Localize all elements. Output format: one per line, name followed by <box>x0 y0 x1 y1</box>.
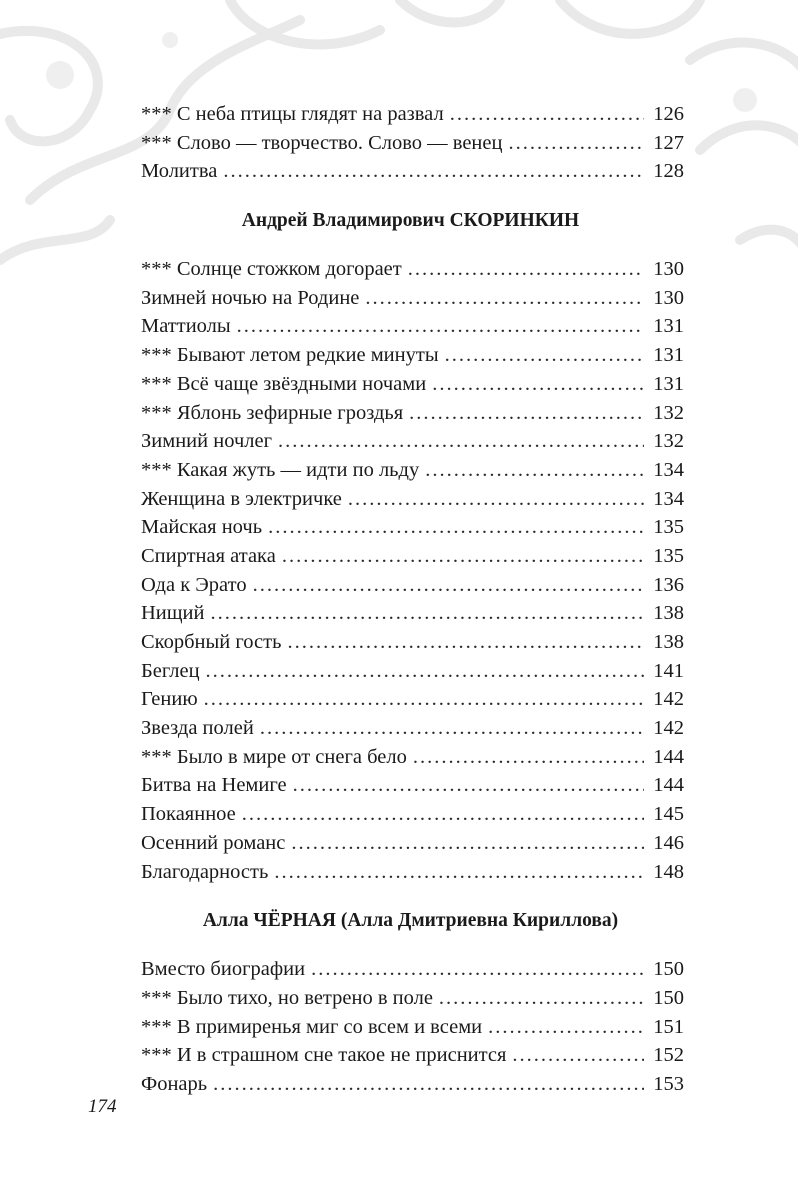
entry-page: 131 <box>653 344 684 367</box>
toc-entry[interactable] <box>141 685 684 714</box>
toc-entry[interactable] <box>141 100 684 129</box>
entry-title: Покаянное <box>141 803 236 826</box>
dot-leader <box>291 829 644 858</box>
toc-entry[interactable] <box>141 657 684 686</box>
dot-leader <box>204 685 644 714</box>
toc-entry[interactable] <box>141 427 684 456</box>
entry-page: 145 <box>653 803 684 826</box>
toc-entry[interactable] <box>141 255 684 284</box>
dot-leader <box>293 771 644 800</box>
entry-page: 136 <box>653 573 684 596</box>
dot-leader <box>432 370 644 399</box>
toc-entry[interactable] <box>141 312 684 341</box>
dot-leader <box>274 858 644 887</box>
toc-entry[interactable] <box>141 771 684 800</box>
author-entries <box>141 955 684 1098</box>
dot-leader <box>409 399 644 428</box>
entry-page: 130 <box>653 286 684 309</box>
entry-page: 150 <box>653 958 684 981</box>
entry-page: 141 <box>653 659 684 682</box>
entry-page: 135 <box>653 516 684 539</box>
toc-top-group <box>141 100 684 186</box>
entry-page: 127 <box>653 131 684 154</box>
entry-page: 130 <box>653 258 684 281</box>
entry-page: 153 <box>653 1072 684 1095</box>
author-heading: Андрей Владимирович СКОРИНКИН <box>241 210 580 232</box>
toc-entry[interactable] <box>141 513 684 542</box>
toc-entry[interactable] <box>141 485 684 514</box>
entry-title: Благодарность <box>141 860 269 883</box>
dot-leader <box>211 599 644 628</box>
dot-leader <box>413 743 644 772</box>
entry-title: *** С неба птицы глядят на развал <box>141 103 444 125</box>
entry-title: Майская ночь <box>141 516 263 539</box>
entry-page: 150 <box>653 986 684 1009</box>
entry-title: *** Солнце стожком догорает <box>141 258 402 281</box>
entry-title: *** Бывают летом редкие минуты <box>141 344 439 367</box>
entry-title: *** В примиренья миг со всем и всеми <box>141 1015 483 1038</box>
toc-entry[interactable] <box>141 284 684 313</box>
dot-leader <box>282 542 644 571</box>
dot-leader <box>242 800 644 829</box>
entry-title: Скорбный гость <box>141 631 282 653</box>
entry-page: 144 <box>653 745 684 768</box>
toc-entry[interactable] <box>141 858 684 887</box>
entry-title: Женщина в электричке <box>141 487 342 510</box>
dot-leader <box>439 984 644 1013</box>
entry-title: Молитва <box>141 160 218 183</box>
toc-entry[interactable] <box>141 1013 684 1042</box>
entry-page: 138 <box>653 602 684 625</box>
toc-entry[interactable] <box>141 955 684 984</box>
entry-title: Звезда полей <box>141 717 254 740</box>
entry-title: *** Слово — творчество. Слово — венец <box>141 131 503 154</box>
entry-title: Маттиолы <box>141 315 231 338</box>
entry-title: *** Было в мире от снега бело <box>141 745 407 768</box>
entry-title: Зимней ночью на Родине <box>141 286 360 309</box>
entry-title: *** Яблонь зефирные гроздья <box>141 401 404 424</box>
entry-title: *** Всё чаще звёздными ночами <box>141 372 427 395</box>
dot-leader <box>488 1013 644 1042</box>
entry-title: Нищий <box>141 602 205 625</box>
entry-page: 131 <box>653 315 684 338</box>
author-entries <box>141 255 684 886</box>
toc-entry[interactable] <box>141 1070 684 1099</box>
toc-entry[interactable] <box>141 1041 684 1070</box>
entry-title: Осенний романс <box>141 831 286 854</box>
entry-page: 128 <box>653 160 684 183</box>
toc-entry[interactable] <box>141 743 684 772</box>
dot-leader <box>223 157 644 186</box>
entry-page: 146 <box>653 831 684 854</box>
toc-entry[interactable] <box>141 571 684 600</box>
toc-entry[interactable] <box>141 157 684 186</box>
entry-page: 142 <box>653 688 684 711</box>
entry-title: Битва на Немиге <box>141 774 287 797</box>
table-of-contents <box>141 100 684 1099</box>
toc-entry[interactable] <box>141 984 684 1013</box>
entry-title: Вместо биографии <box>141 958 306 981</box>
entry-title: *** Было тихо, но ветрено в поле <box>141 986 433 1009</box>
entry-title: *** И в страшном сне такое не приснится <box>141 1044 507 1067</box>
dot-leader <box>213 1070 644 1099</box>
dot-leader <box>408 255 644 284</box>
entry-title: *** Какая жуть — идти по льду <box>141 458 420 481</box>
dot-leader <box>268 513 644 542</box>
dot-leader <box>445 341 644 370</box>
entry-page: 135 <box>653 544 684 567</box>
entry-title: Фонарь <box>141 1072 208 1095</box>
dot-leader <box>260 714 644 743</box>
dot-leader <box>348 485 644 514</box>
dot-leader <box>206 657 644 686</box>
entry-page: 134 <box>653 458 684 481</box>
page-number: 174 <box>88 1096 117 1117</box>
toc-entry[interactable] <box>141 542 684 571</box>
entry-page: 134 <box>653 487 684 510</box>
dot-leader <box>365 284 644 313</box>
entry-title: Спиртная атака <box>141 544 276 567</box>
toc-entry[interactable] <box>141 341 684 370</box>
entry-title: Гению <box>141 688 198 711</box>
toc-entry[interactable] <box>141 714 684 743</box>
entry-title: Зимний ночлег <box>141 430 272 453</box>
entry-page: 148 <box>653 860 684 883</box>
entry-title: Беглец <box>141 659 200 682</box>
toc-entry[interactable] <box>141 599 684 628</box>
entry-page: 132 <box>653 401 684 424</box>
dot-leader <box>450 100 644 129</box>
toc-entry[interactable] <box>141 800 684 829</box>
entry-page: 151 <box>653 1015 684 1038</box>
toc-entry[interactable] <box>141 628 684 657</box>
dot-leader <box>425 456 644 485</box>
dot-leader <box>287 628 644 657</box>
toc-entry[interactable] <box>141 129 684 158</box>
dot-leader <box>512 1041 644 1070</box>
entry-title: Ода к Эрато <box>141 573 247 596</box>
dot-leader <box>253 571 644 600</box>
author-heading: Алла ЧЁРНАЯ (Алла Дмитриевна Кириллова) <box>202 910 619 932</box>
toc-entry[interactable] <box>141 370 684 399</box>
dot-leader <box>508 129 644 158</box>
entry-page: 131 <box>653 372 684 395</box>
toc-entry[interactable] <box>141 399 684 428</box>
toc-entry[interactable] <box>141 456 684 485</box>
entry-page: 142 <box>653 717 684 740</box>
entry-page: 126 <box>653 103 684 125</box>
toc-entry[interactable] <box>141 829 684 858</box>
dot-leader <box>237 312 644 341</box>
entry-page: 144 <box>653 774 684 797</box>
entry-page: 138 <box>653 631 684 653</box>
dot-leader <box>311 955 644 984</box>
entry-page: 132 <box>653 430 684 453</box>
dot-leader <box>278 427 644 456</box>
entry-page: 152 <box>653 1044 684 1067</box>
